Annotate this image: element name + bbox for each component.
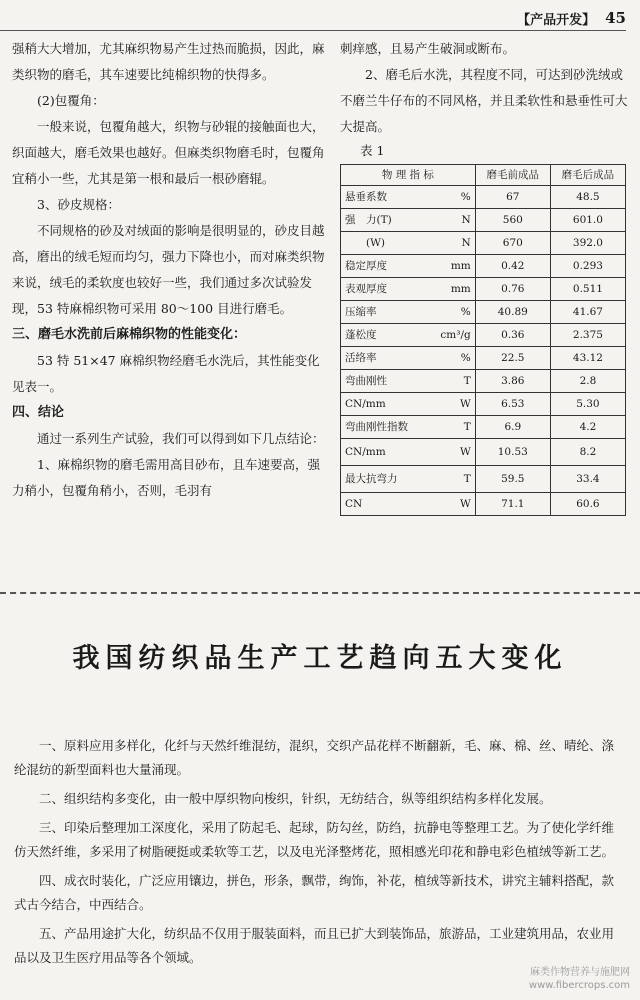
- table-cell-unit: W: [428, 493, 475, 516]
- properties-table: [340, 164, 626, 516]
- paragraph: 一般来说，包覆角越大，织物与砂辊的接触面也大，织面越大，磨毛效果也越好。但麻类织物磨毛时，包覆角宜稍小一些，尤其是第一根和最后一根砂磨辊。: [12, 119, 325, 186]
- table-cell-after: 5.30: [550, 393, 625, 416]
- table-cell-name: 稳定厚度: [341, 255, 428, 278]
- table-cell-before: 67: [475, 186, 550, 209]
- table-row: [341, 278, 626, 301]
- table-cell-before: 59.5: [475, 466, 550, 493]
- table-cell-after: 41.67: [550, 301, 625, 324]
- subheading-sandpaper: 3、砂皮规格：: [37, 197, 120, 212]
- header-cell: 物 理 指 标: [341, 165, 476, 186]
- table-cell-unit: W: [428, 439, 475, 466]
- table-cell-after: 33.4: [550, 466, 625, 493]
- paragraph: 刺痒感，且易产生破洞或断布。: [340, 41, 516, 56]
- watermark-line: www.fibercrops.com: [528, 980, 630, 991]
- table-row: [341, 301, 626, 324]
- table-cell-after: 0.511: [550, 278, 625, 301]
- table-row: [341, 324, 626, 347]
- table-cell-after: 601.0: [550, 209, 625, 232]
- table-cell-before: 71.1: [475, 493, 550, 516]
- table-row: [341, 255, 626, 278]
- table-cell-before: 670: [475, 232, 550, 255]
- paragraph: 2、磨毛后水洗，其程度不同，可达到砂洗绒或不磨兰牛仔布的不同风格，并且柔软性和悬垂性可大大提高。: [340, 67, 628, 134]
- watermark-line: 麻类作物营养与施肥网: [530, 967, 630, 978]
- section-heading-3: 三、磨毛水洗前后麻棉织物的性能变化：: [12, 327, 247, 342]
- table-cell-unit: T: [428, 416, 475, 439]
- subheading-wrap-angle: (2)包覆角：: [37, 93, 105, 108]
- header-cell: 磨毛前成品: [475, 165, 550, 186]
- table-cell-name: 最大抗弯力: [341, 466, 428, 493]
- table-cell-after: 60.6: [550, 493, 625, 516]
- table-cell-unit: T: [428, 370, 475, 393]
- article-title: 我国纺织品生产工艺趋向五大变化: [72, 643, 568, 674]
- table-cell-after: 392.0: [550, 232, 625, 255]
- article-body: [14, 734, 626, 975]
- header-cell: 磨毛后成品: [550, 165, 625, 186]
- table-cell-before: 40.89: [475, 301, 550, 324]
- table-cell-name: 强 力(T): [341, 209, 428, 232]
- table-cell-unit: cm³/g: [428, 324, 475, 347]
- table-row: [341, 466, 626, 493]
- table-row: [341, 393, 626, 416]
- table-cell-before: 22.5: [475, 347, 550, 370]
- table-row: [341, 439, 626, 466]
- right-column: [340, 36, 628, 516]
- table-cell-unit: %: [428, 301, 475, 324]
- table-row: [341, 416, 626, 439]
- table-cell-before: 3.86: [475, 370, 550, 393]
- table-cell-name: 活络率: [341, 347, 428, 370]
- table-cell-after: 2.375: [550, 324, 625, 347]
- table-cell-unit: %: [428, 186, 475, 209]
- left-column: [12, 36, 326, 504]
- section-label: 【产品开发】: [517, 12, 596, 28]
- article-paragraph: 三、印染后整理加工深度化，采用了防起毛、起球，防勾丝，防绉，抗静电等整理工艺。为了使化学纤维仿天然纤维，多采用了树脂硬挺或柔软等工艺，以及电光泽整烤花，照相感光印花和静电彩色植绒等新工艺。: [14, 820, 615, 859]
- table-cell-after: 43.12: [550, 347, 625, 370]
- table-cell-unit: N: [428, 232, 475, 255]
- table-cell-name: 表观厚度: [341, 278, 428, 301]
- table-row: [341, 232, 626, 255]
- table-cell-name: 弯曲刚性指数: [341, 416, 428, 439]
- table-cell-unit: N: [428, 209, 475, 232]
- table-cell-after: 0.293: [550, 255, 625, 278]
- table-cell-unit: mm: [428, 278, 475, 301]
- table-header-row: [341, 165, 626, 186]
- table-row: [341, 186, 626, 209]
- page-header: [0, 6, 626, 31]
- table-caption: 表 1: [360, 143, 385, 158]
- table-cell-before: 0.76: [475, 278, 550, 301]
- table-row: [341, 209, 626, 232]
- paragraph: 强稍大大增加，尤其麻织物易产生过热而脆损，因此，麻类织物的磨毛，其车速要比纯棉织物的快得多。: [12, 41, 325, 82]
- paragraph: 53 特 51×47 麻棉织物经磨毛水洗后，其性能变化见表一。: [12, 353, 320, 394]
- article-paragraph: 五、产品用途扩大化，纺织品不仅用于服装面料，而且已扩大到装饰品，旅游品，工业建筑用品，农业用品以及卫生医疗用品等各个领域。: [14, 926, 615, 965]
- table-cell-before: 6.9: [475, 416, 550, 439]
- table-cell-unit: T: [428, 466, 475, 493]
- section-divider: [0, 592, 640, 594]
- section-heading-4: 四、结论: [12, 405, 65, 420]
- paragraph: 通过一系列生产试验，我们可以得到如下几点结论：: [37, 431, 325, 446]
- table-cell-after: 48.5: [550, 186, 625, 209]
- article-paragraph: 四、成衣时装化，广泛应用镶边，拼色，形条，飘带，绚饰，补花，植绒等新技术，讲究主辅料搭配，款式古今结合，中西结合。: [14, 873, 615, 912]
- table-cell-unit: mm: [428, 255, 475, 278]
- paragraph: 不同规格的砂及对绒面的影响是很明显的，砂皮目越高，磨出的绒毛短而均匀，强力下降也小，而对麻类织物来说，绒毛的柔软度也较好一些，我们通过多次试验发现，53 特麻棉织物可采用 80～100 目进行磨毛。: [12, 223, 325, 316]
- page-number: 45: [605, 9, 626, 27]
- table-cell-after: 4.2: [550, 416, 625, 439]
- table-cell-unit: %: [428, 347, 475, 370]
- table-cell-before: 0.42: [475, 255, 550, 278]
- table-cell-name: (W): [341, 232, 428, 255]
- table-cell-after: 2.8: [550, 370, 625, 393]
- table-cell-before: 0.36: [475, 324, 550, 347]
- table-cell-before: 10.53: [475, 439, 550, 466]
- article-paragraph: 一、原料应用多样化，化纤与天然纤维混纺，混织，交织产品花样不断翻新，毛、麻、棉、丝、晴纶、涤纶混纺的新型面料也大量涌现。: [14, 738, 615, 777]
- table-cell-name: CN/mm: [341, 393, 428, 416]
- table-cell-unit: W: [428, 393, 475, 416]
- table-cell-name: 弯曲刚性: [341, 370, 428, 393]
- table-row: [341, 493, 626, 516]
- table-cell-after: 8.2: [550, 439, 625, 466]
- table-cell-before: 6.53: [475, 393, 550, 416]
- table-cell-before: 560: [475, 209, 550, 232]
- table-cell-name: CN: [341, 493, 428, 516]
- paragraph: 1、麻棉织物的磨毛需用高目砂布，且车速要高，强力稍小，包覆角稍小，否则，毛羽有: [12, 457, 320, 498]
- table-cell-name: 蓬松度: [341, 324, 428, 347]
- table-row: [341, 347, 626, 370]
- watermark: [529, 966, 630, 992]
- table-row: [341, 370, 626, 393]
- table-cell-name: 压缩率: [341, 301, 428, 324]
- table-cell-name: 悬垂系数: [341, 186, 428, 209]
- article-paragraph: 二、组织结构多变化，由一般中厚织物向梭织，针织，无纺结合，纵等组织结构多样化发展。: [39, 791, 552, 806]
- table-cell-name: CN/mm: [341, 439, 428, 466]
